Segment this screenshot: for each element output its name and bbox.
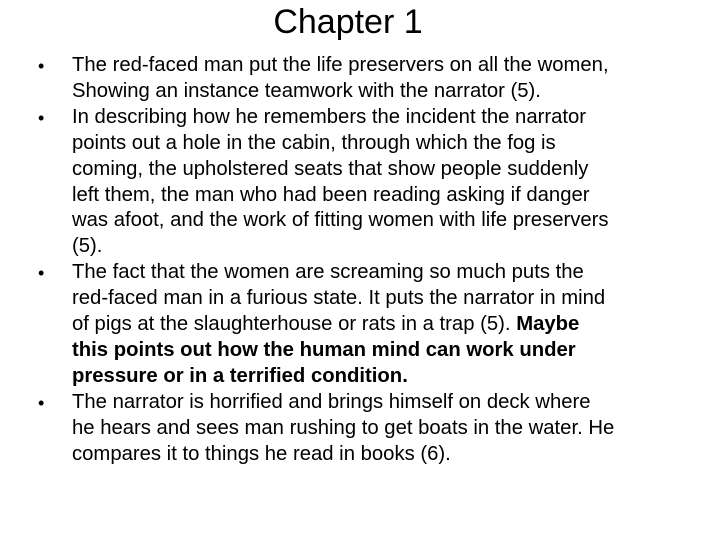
bullet-line	[0, 183, 720, 209]
bullet-line	[0, 79, 720, 105]
bullet-text: Showing an instance teamwork with the narrator (5).	[72, 79, 541, 102]
bullet-line	[0, 338, 720, 364]
bullet-text: coming, the upholstered seats that show people suddenly	[72, 157, 589, 180]
bullet-list	[0, 53, 720, 468]
bold-text: pressure or in a terrified condition.	[72, 364, 408, 387]
bullet-marker: •	[38, 107, 45, 128]
bullet-line	[0, 234, 720, 260]
bullet-line	[0, 416, 720, 442]
bullet-text: In describing how he remembers the incident the narrator	[72, 105, 587, 128]
bullet-text: left them, the man who had been reading asking if danger	[72, 183, 590, 206]
bullet-item	[0, 53, 720, 105]
bullet-text: The fact that the women are screaming so much puts the	[72, 261, 584, 284]
bold-text: this points out how the human mind can work under	[72, 338, 576, 361]
bullet-text: compares it to things he read in books (6).	[72, 442, 451, 465]
bullet-text: (5).	[72, 235, 103, 258]
bullet-line	[0, 208, 720, 234]
bold-text: Maybe	[516, 313, 580, 336]
bullet-line	[0, 286, 720, 312]
bullet-text: he hears and sees man rushing to get boats in the water. He	[72, 416, 615, 439]
bullet-marker: •	[38, 56, 45, 76]
bullet-line	[0, 131, 720, 157]
bullet-item	[0, 390, 720, 468]
bullet-text: points out a hole in the cabin, through which the fog is	[72, 131, 556, 154]
bullet-line	[0, 442, 720, 468]
bullet-line	[0, 364, 720, 390]
slide-title: Chapter 1	[273, 3, 423, 41]
bullet-text: The red-faced man put the life preservers on all the women,	[72, 54, 609, 76]
bullet-line	[0, 312, 720, 338]
bullet-item	[0, 260, 720, 390]
bullet-text: of pigs at the slaughterhouse or rats in a trap (5).	[72, 313, 517, 336]
bullet-line	[0, 105, 720, 131]
bullet-line	[0, 260, 720, 286]
bullet-marker: •	[38, 392, 45, 413]
bullet-text: was afoot, and the work of fitting women with life preservers	[72, 209, 609, 232]
bullet-line	[0, 390, 720, 416]
bullet-text: red-faced man in a furious state. It puts the narrator in mind	[72, 287, 606, 310]
bullet-item	[0, 105, 720, 260]
bullet-marker: •	[38, 263, 45, 284]
bullet-text: The narrator is horrified and brings himself on deck where	[72, 390, 591, 413]
bullet-line	[0, 157, 720, 183]
bullet-line	[0, 53, 720, 79]
